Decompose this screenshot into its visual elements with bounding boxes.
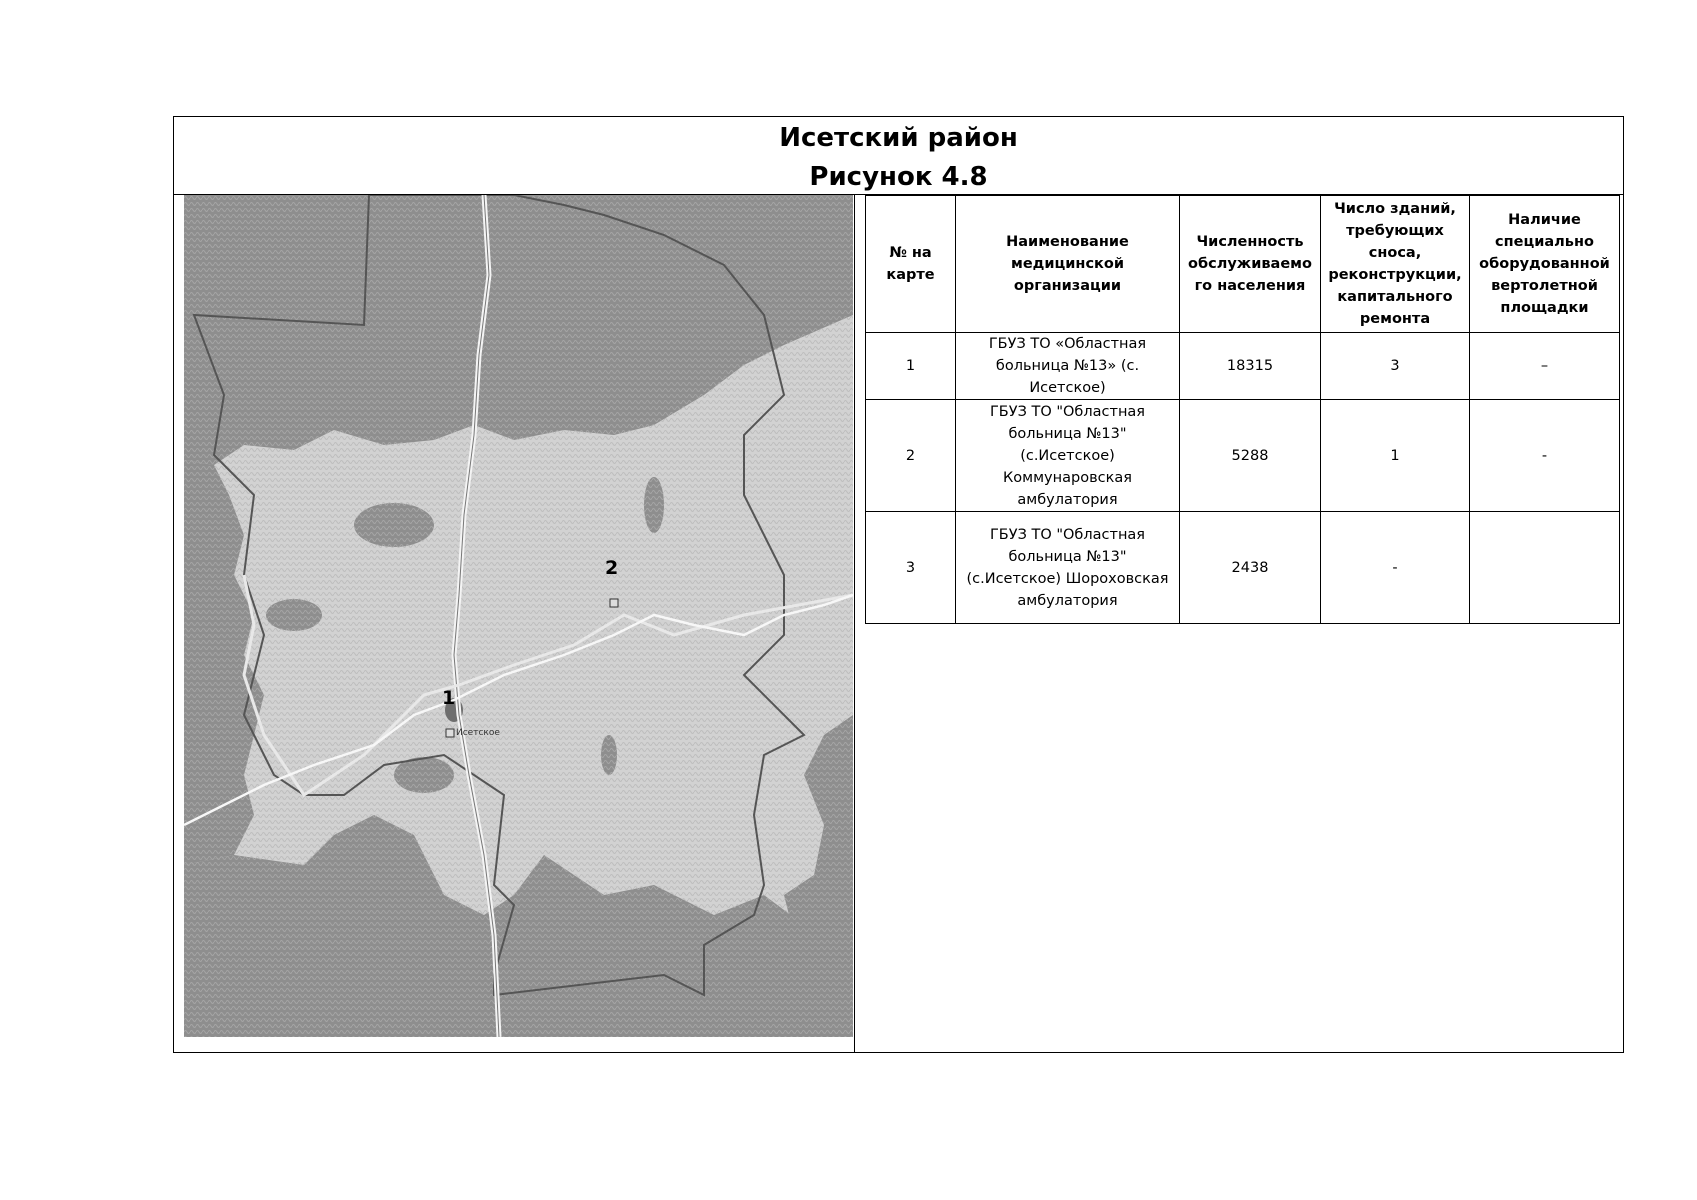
cell-population: 5288 <box>1180 400 1321 512</box>
cell-num: 2 <box>866 400 956 512</box>
header-helipad: Наличие специально оборудованной вертолетной площадки <box>1470 196 1620 333</box>
cell-population: 2438 <box>1180 512 1321 624</box>
cell-num: 3 <box>866 512 956 624</box>
district-title: Исетский район <box>779 123 1018 153</box>
cell-name: ГБУЗ ТО "Областная больница №13" (с.Исетское) Коммунаровская амбулатория <box>956 400 1180 512</box>
forest-patch <box>266 599 322 631</box>
cell-buildings: - <box>1321 512 1470 624</box>
table-row <box>866 400 1620 512</box>
table-header-row <box>866 196 1620 333</box>
cell-helipad: - <box>1470 400 1620 512</box>
map-panel <box>174 195 855 1052</box>
map-marker-2-label: 2 <box>605 557 619 579</box>
cell-buildings: 3 <box>1321 333 1470 400</box>
map-place-isetskoe: Исетское <box>456 728 500 738</box>
header-organization-name: Наименование медицинской организации <box>956 196 1180 333</box>
forest-patch <box>601 735 617 775</box>
table-row <box>866 333 1620 400</box>
title-block <box>174 117 1623 195</box>
cell-helipad <box>1470 512 1620 624</box>
facilities-table <box>865 195 1620 624</box>
header-buildings: Число зданий, требующих сноса, реконструкции, капитального ремонта <box>1321 196 1470 333</box>
cell-name: ГБУЗ ТО «Областная больница №13» (с. Исетское) <box>956 333 1180 400</box>
forest-patch <box>354 503 434 547</box>
cell-buildings: 1 <box>1321 400 1470 512</box>
table-row <box>866 512 1620 624</box>
figure-title: Рисунок 4.8 <box>809 162 988 192</box>
marker-2-symbol <box>610 599 618 607</box>
cell-name: ГБУЗ ТО "Областная больница №13" (с.Исетское) Шороховская амбулатория <box>956 512 1180 624</box>
cell-population: 18315 <box>1180 333 1321 400</box>
header-map-number: № на карте <box>866 196 956 333</box>
forest-patch <box>644 477 664 533</box>
district-map <box>184 195 853 1037</box>
map-marker-1-label: 1 <box>442 687 456 709</box>
marker-1-symbol <box>446 729 454 737</box>
cell-num: 1 <box>866 333 956 400</box>
header-population: Численность обслуживаемо го населения <box>1180 196 1321 333</box>
facilities-table-wrap <box>865 195 1620 624</box>
cell-helipad: – <box>1470 333 1620 400</box>
figure-frame <box>173 116 1624 1053</box>
